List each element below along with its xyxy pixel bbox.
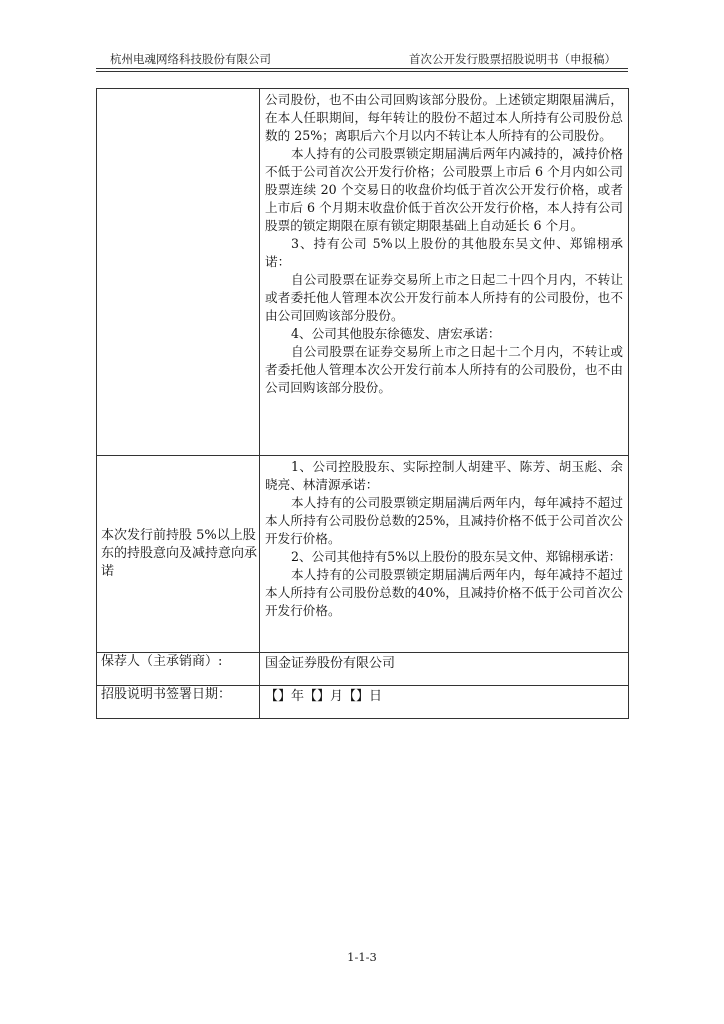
paragraph: 自公司股票在证券交易所上市之日起二十四个月内，不转让或者委托他人管理本次公开发行前本人所持有的公司股份，也不由公司回购该部分股份。 bbox=[265, 272, 623, 323]
paragraph: 4、公司其他股东徐德发、唐宏承诺： bbox=[291, 326, 501, 341]
sponsor-label: 保荐人（主承销商）: bbox=[97, 653, 260, 686]
empty-label-cell bbox=[97, 89, 260, 456]
sign-date-label: 招股说明书签署日期： bbox=[97, 686, 260, 719]
holding-intent-label: 本次发行前持股 5%以上股东的持股意向及减持意向承诺 bbox=[97, 456, 260, 653]
holding-intent-cell bbox=[260, 456, 629, 653]
header-divider bbox=[96, 71, 628, 72]
prospectus-summary-table bbox=[96, 88, 629, 719]
document-title: 首次公开发行股票招股说明书（申报稿） bbox=[409, 52, 616, 66]
table-row-sign-date bbox=[97, 686, 629, 719]
paragraph: 2、公司其他持有5%以上股份的股东吴文仲、郑锦栩承诺： bbox=[291, 549, 622, 564]
page-number: 1-1-3 bbox=[347, 950, 377, 964]
sponsor-value: 国金证券股份有限公司 bbox=[260, 653, 629, 686]
page-header bbox=[96, 50, 628, 69]
paragraph: 公司股份，也不由公司回购该部分股份。上述锁定期限届满后，在本人任职期间，每年转让的股份不超过本人所持有公司股份总数的 25%；离职后六个月以内不转让本人所持有的公司股份。 bbox=[265, 92, 623, 143]
lockup-commitment-cell bbox=[260, 89, 629, 456]
paragraph: 本人持有的公司股票锁定期届满后两年内，每年减持不超过本人所持有公司股份总数的40%，且减持价格不低于公司首次公开发行价格。 bbox=[265, 567, 623, 618]
table-row-holding-intent bbox=[97, 456, 629, 653]
paragraph: 1、公司控股股东、实际控制人胡建平、陈芳、胡玉彪、余晓亮、林清源承诺： bbox=[265, 459, 623, 492]
table-row-sponsor bbox=[97, 653, 629, 686]
paragraph: 本人持有的公司股票锁定期届满后两年内减持的，减持价格不低于公司首次公开发行价格；公司股票上市后 6 个月内如公司股票连续 20 个交易日的收盘价均低于首次公开发行价格，或者上市后 6 个月期末收盘价低于首次公开发行价格，本人持有公司股票的锁定期限在原有锁定期限基础上自动延长 6 个月。 bbox=[265, 146, 623, 233]
paragraph: 自公司股票在证券交易所上市之日起十二个月内，不转让或者委托他人管理本次公开发行前本人所持有的公司股份，也不由公司回购该部分股份。 bbox=[265, 344, 623, 395]
sign-date-value: 【】年【】月【】日 bbox=[260, 686, 629, 719]
paragraph: 本人持有的公司股票锁定期届满后两年内，每年减持不超过本人所持有公司股份总数的25%，且减持价格不低于公司首次公开发行价格。 bbox=[265, 495, 623, 546]
paragraph: 3、持有公司 5%以上股份的其他股东吴文仲、郑锦栩承诺： bbox=[265, 236, 623, 269]
company-name: 杭州电魂网络科技股份有限公司 bbox=[110, 52, 271, 66]
table-row-lockup-continued bbox=[97, 89, 629, 456]
